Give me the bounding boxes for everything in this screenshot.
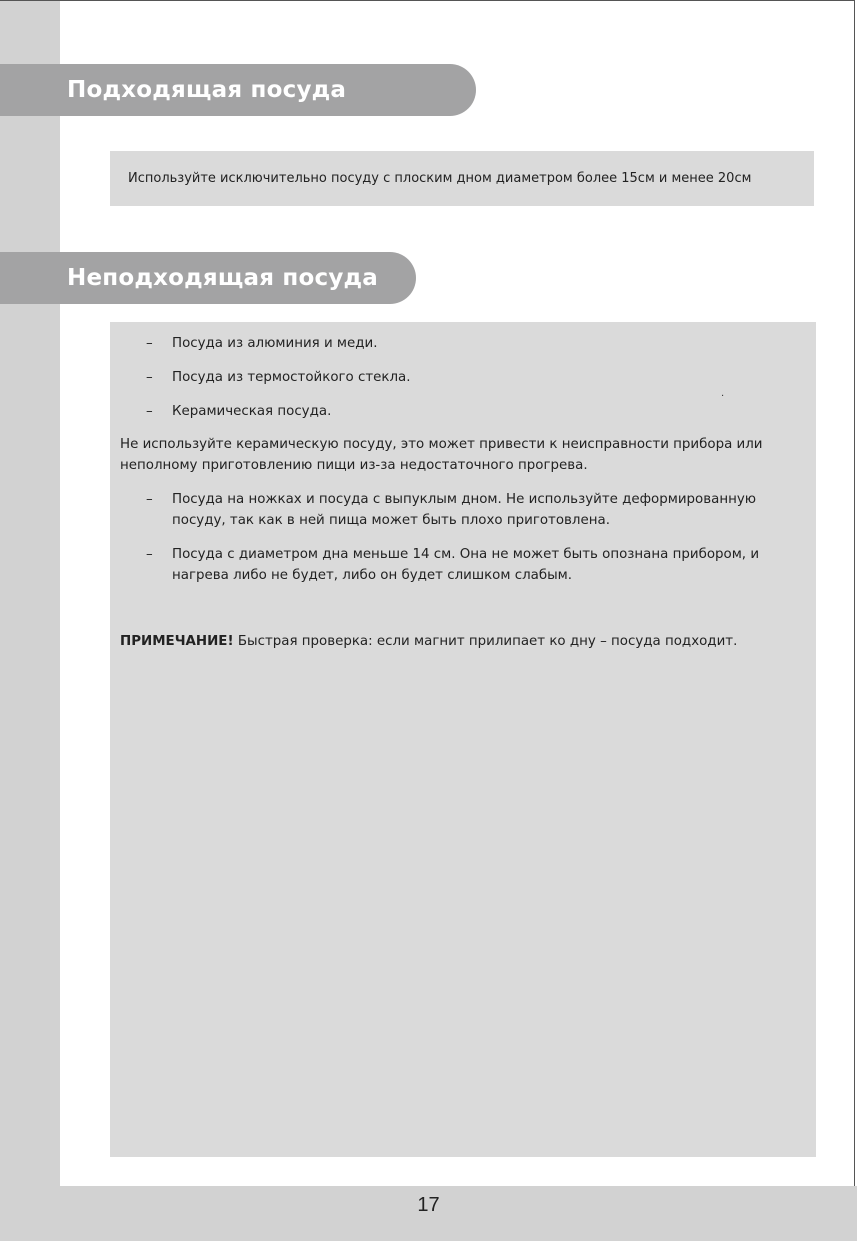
list-item-text: Посуда из термостойкого стекла. [172,370,411,385]
bullet-dash: – [146,547,153,562]
bullet-dash: – [146,492,153,507]
list-item [146,333,806,354]
bullet-dash: – [146,336,153,351]
list-item [146,489,806,531]
list-item [146,401,806,422]
list-item-text: Посуда на ножках и посуда с выпуклым дном. Не используйте деформированную посуду, так как в ней пища может быть плохо приготовлена. [172,492,757,528]
note-label: ПРИМЕЧАНИЕ! [120,634,234,649]
list-item-text: Посуда с диаметром дна меньше 14 см. Она не может быть опознана прибором, и нагрева либо не будет, либо он будет слишком слабым. [172,547,760,583]
unsuitable-info-box [110,322,816,1157]
stray-mark: . [721,388,725,399]
list-item [146,544,806,586]
side-strip [0,0,60,1186]
section-header-unsuitable: Неподходящая посуда [0,252,416,304]
note-text: Быстрая проверка: если магнит прилипает ко дну – посуда подходит. [233,634,738,649]
list-item-text: Керамическая посуда. [172,404,332,419]
bullet-dash: – [146,370,153,385]
list-item [146,367,806,388]
section-header-suitable: Подходящая посуда [0,64,476,116]
page-number: 17 [417,1194,440,1216]
suitable-info-box [110,151,814,206]
ceramic-warning-paragraph: Не используйте керамическую посуду, это может привести к неисправности прибора или неполному приготовлению пищи из-за недостаточного прогрева. [120,437,763,473]
bullet-dash: – [146,404,153,419]
note-paragraph [120,631,800,652]
list-item-text: Посуда из алюминия и меди. [172,336,378,351]
suitable-text: Используйте исключительно посуду с плоским дном диаметром более 15см и менее 20см [128,171,752,186]
